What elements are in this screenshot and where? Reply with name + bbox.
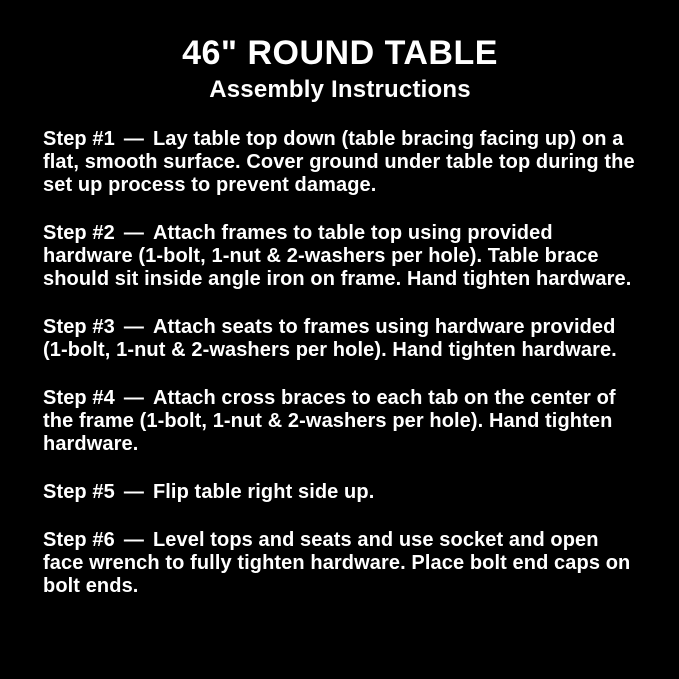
step-text: Attach cross braces to each tab on the center of the frame (1-bolt, 1-nut & 2-washers per hole). Hand tighten hardware. bbox=[43, 386, 616, 455]
em-dash: — bbox=[123, 221, 144, 244]
em-dash: — bbox=[123, 480, 144, 503]
steps-list bbox=[43, 128, 637, 598]
step-paragraph-6 bbox=[43, 529, 637, 598]
step-text: Flip table right side up. bbox=[152, 480, 375, 503]
page-title: 46" ROUND TABLE bbox=[182, 34, 498, 72]
header bbox=[43, 34, 637, 104]
step-paragraph-1 bbox=[43, 128, 637, 197]
step-label: Step #3 bbox=[43, 315, 115, 338]
step-label: Step #5 bbox=[43, 480, 115, 503]
em-dash: — bbox=[123, 315, 144, 338]
em-dash: — bbox=[123, 528, 144, 551]
em-dash: — bbox=[123, 386, 144, 409]
step-text: Level tops and seats and use socket and open face wrench to fully tighten hardware. Place bolt end caps on bolt ends. bbox=[43, 528, 631, 597]
step-text: Attach frames to table top using provided hardware (1-bolt, 1-nut & 2-washers per hole). Table brace should sit inside angle iron on frame. Hand tighten hardware. bbox=[43, 221, 632, 290]
step-label: Step #4 bbox=[43, 386, 115, 409]
step-paragraph-4 bbox=[43, 387, 637, 456]
step-label: Step #2 bbox=[43, 221, 115, 244]
em-dash: — bbox=[123, 127, 144, 150]
step-label: Step #1 bbox=[43, 127, 115, 150]
step-text: Lay table top down (table bracing facing up) on a flat, smooth surface. Cover ground under table top during the set up process to prevent damage. bbox=[43, 127, 635, 196]
page-subtitle: Assembly Instructions bbox=[209, 76, 471, 104]
step-text: Attach seats to frames using hardware provided (1-bolt, 1-nut & 2-washers per hole). Hand tighten hardware. bbox=[43, 315, 617, 361]
step-paragraph-3 bbox=[43, 316, 637, 362]
step-paragraph-2 bbox=[43, 222, 637, 291]
step-paragraph-5 bbox=[43, 481, 637, 504]
step-label: Step #6 bbox=[43, 528, 115, 551]
